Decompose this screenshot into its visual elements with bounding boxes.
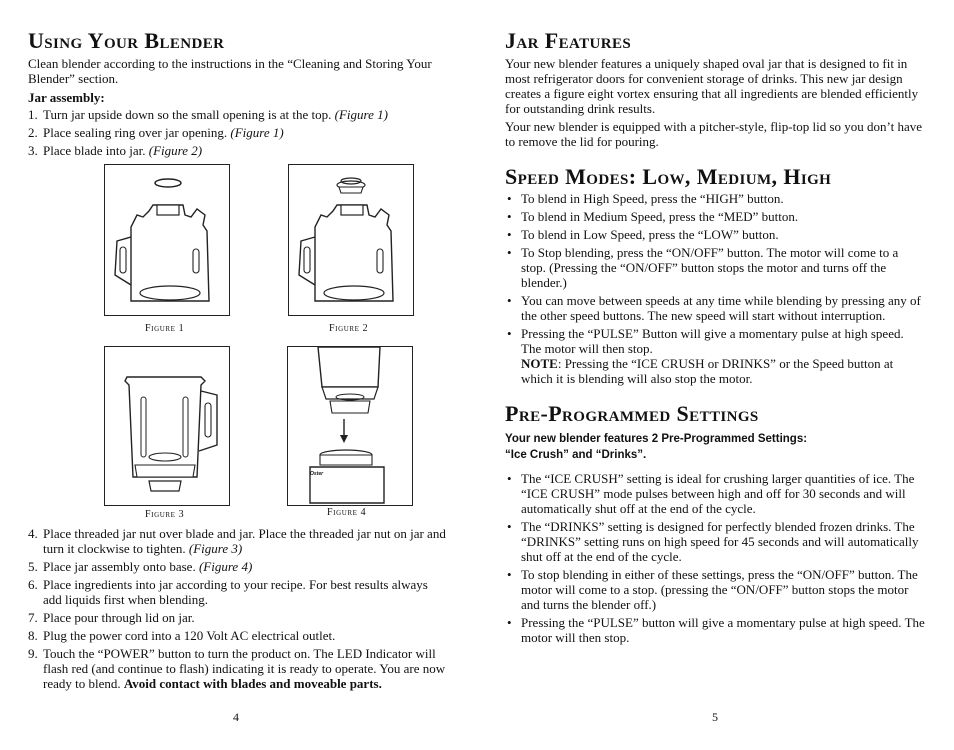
speed-modes-list — [505, 191, 925, 386]
pre-programmed-list — [505, 471, 925, 645]
figure-3-caption: Figure 3 — [145, 509, 185, 520]
jar-paragraph-1: Your new blender features a uniquely shaped oval jar that is designed to fit in most refrigerator doors for convenient storage of drinks. This new jar design creates a figure eight vortex ensuring that all ingredients are blended efficiently for outstanding drink results. — [505, 56, 919, 116]
figure-4-caption: Figure 4 — [327, 507, 367, 518]
jar-onto-base-icon — [288, 347, 412, 505]
figure-1-caption: Figure 1 — [145, 323, 185, 334]
list-item: • You can move between speeds at any time while blending by pressing any of the other speed buttons. The new speed will start without interruption. — [505, 293, 925, 323]
list-item: 4. Place threaded jar nut over blade and jar. Place the threaded jar nut on jar and turn it clockwise to tighten. (Figure 3) — [28, 526, 446, 556]
list-item: • The “DRINKS” setting is designed for perfectly blended frozen drinks. The “DRINKS” setting runs on high speed for 45 seconds and will automatically shut off at the end of the cycle. — [505, 519, 925, 564]
blade-into-jar-icon — [289, 165, 413, 315]
list-item: 5. Place jar assembly onto base. (Figure 4) — [28, 559, 253, 574]
base-brand-label: Oster — [310, 471, 324, 477]
list-item: 2. Place sealing ring over jar opening. (Figure 1) — [28, 125, 284, 140]
list-item: • To blend in Low Speed, press the “LOW” button. — [505, 227, 925, 242]
section-title-jar-features: Jar Features — [505, 28, 632, 53]
list-item: • To blend in High Speed, press the “HIGH” button. — [505, 191, 925, 206]
page-number-right: 5 — [712, 710, 718, 724]
jar-assembly-label: Jar assembly: — [28, 90, 105, 105]
jar-paragraph-2: Your new blender is equipped with a pitcher-style, flip-top lid so you don’t have to remove the lid for pouring. — [505, 119, 922, 149]
figure-1-image — [104, 164, 230, 316]
jar-nut-on-jar-icon — [105, 347, 229, 505]
pre-programmed-intro-1: Your new blender features 2 Pre-Programmed Settings: — [505, 433, 808, 445]
steps-list-b — [28, 526, 448, 691]
figure-2-image — [288, 164, 414, 316]
list-item: • Pressing the “PULSE” Button will give a momentary pulse at high speed. The motor will then stop. NOTE: Pressing the “ICE CRUSH or DRINKS” or the Speed button at which it is blending will also stop the motor. — [505, 326, 925, 386]
pre-programmed-intro-2: “Ice Crush” and “Drinks”. — [505, 449, 647, 461]
figure-2-caption: Figure 2 — [329, 323, 369, 334]
list-item: 8. Plug the power cord into a 120 Volt AC electrical outlet. — [28, 628, 336, 643]
section-title-using-blender: Using Your Blender — [28, 28, 225, 53]
figure-4-image — [287, 346, 413, 506]
section-title-pre-programmed: Pre-Programmed Settings — [505, 401, 759, 426]
list-item: • The “ICE CRUSH” setting is ideal for crushing larger quantities of ice. The “ICE CRUSH” mode pulses between high and off for 30 seconds and will automatically shut off at the end of the cycle. — [505, 471, 925, 516]
steps-list-a — [28, 107, 438, 158]
list-item: • To Stop blending, press the “ON/OFF” button. The motor will come to a stop. (Pressing the “ON/OFF” button stops the motor and turns off the blender.) — [505, 245, 925, 290]
section-title-speed-modes: Speed Modes: Low, Medium, High — [505, 164, 832, 189]
page-number-left: 4 — [233, 710, 239, 724]
figure-3-image — [104, 346, 230, 506]
list-item: • To stop blending in either of these settings, press the “ON/OFF” button. The motor will come to a stop. (pressing the “ON/OFF” button stops the motor and turns the blender off.) — [505, 567, 925, 612]
list-item: 6. Place ingredients into jar according to your recipe. For best results always add liquids first when blending. — [28, 577, 428, 607]
list-item: 7. Place pour through lid on jar. — [28, 610, 195, 625]
list-item: • Pressing the “PULSE” button will give a momentary pulse at high speed. The motor will then stop. — [505, 615, 925, 645]
list-item: • To blend in Medium Speed, press the “MED” button. — [505, 209, 925, 224]
list-item: 1. Turn jar upside down so the small opening is at the top. (Figure 1) — [28, 107, 388, 122]
intro-paragraph: Clean blender according to the instructions in the “Cleaning and Storing Your Blender” section. — [28, 56, 432, 86]
list-item: 3. Place blade into jar. (Figure 2) — [28, 143, 203, 158]
blender-jar-upside-down-icon — [105, 165, 229, 315]
list-item: 9. Touch the “POWER” button to turn the product on. The LED Indicator will flash red (and continue to flash) indicating it is ready to operate. You are now ready to blend. Avoid contact with blades and moveable parts. — [28, 646, 446, 691]
